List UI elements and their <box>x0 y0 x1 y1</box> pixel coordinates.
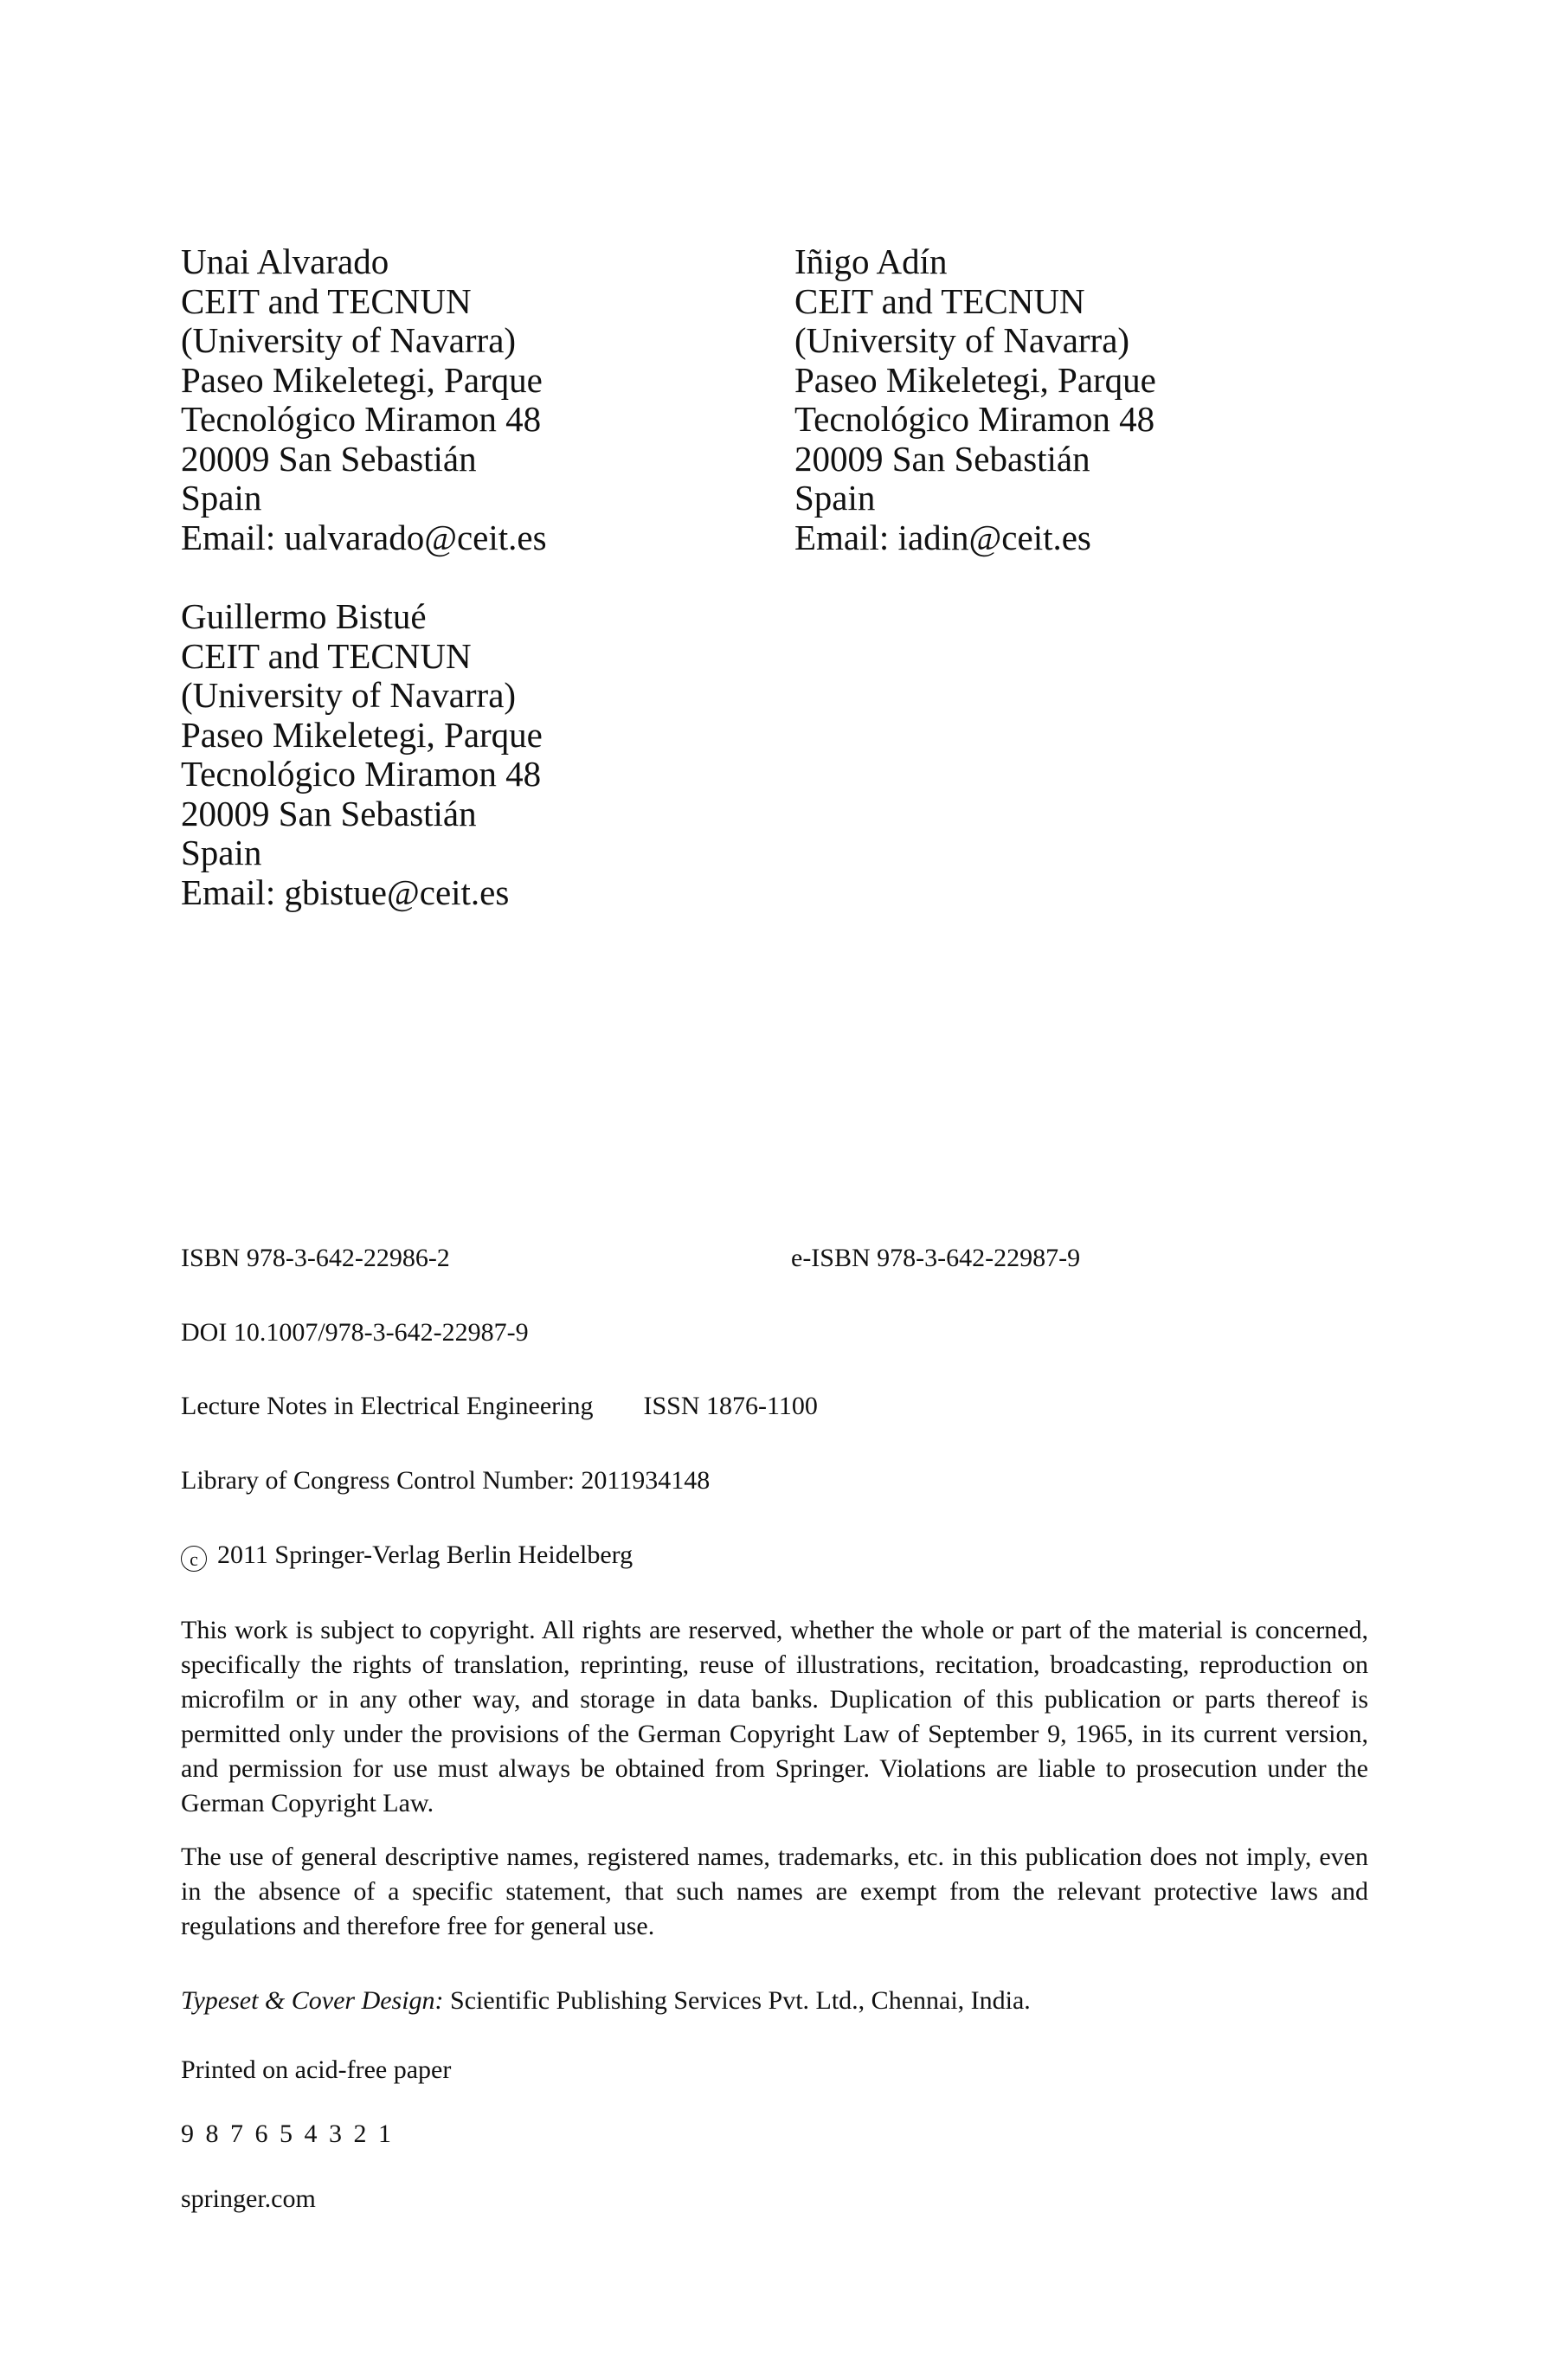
doi: DOI 10.1007/978-3-642-22987-9 <box>181 1318 529 1347</box>
author-city: 20009 San Sebastián <box>181 438 477 479</box>
copyright-line <box>181 1540 633 1572</box>
rights-paragraph: This work is subject to copyright. All rights are reserved, whether the whole or part of the material is concerned, specifically the rights of translation, reprinting, reuse of illustrations, recitation, broadcasting, reproduction on microfilm or in any other way, and storage in data banks. Duplication of this publication or parts thereof is permitted only under the provisions of the German Copyright Law of September 9, 1965, in its current version, and permission for use must always be obtained from Springer. Violations are liable to prosecution under the German Copyright Law. <box>181 1616 1368 1817</box>
trademarks-paragraph: The use of general descriptive names, registered names, trademarks, etc. in this publication does not imply, even in the absence of a specific statement, that such names are exempt from the relevant protective laws and regulations and therefore free for general use. <box>181 1843 1368 1940</box>
author-address-line: Tecnológico Miramon 48 <box>181 754 542 794</box>
author-affiliation-university: (University of Navarra) <box>181 320 517 360</box>
author-block-bistue <box>181 597 543 912</box>
author-name: Iñigo Adín <box>794 241 948 281</box>
print-line: 9 8 7 6 5 4 3 2 1 <box>181 2119 394 2148</box>
isbn: ISBN 978-3-642-22986-2 <box>181 1244 450 1272</box>
series-line <box>181 1391 818 1422</box>
author-address-line: Tecnológico Miramon 48 <box>181 399 542 439</box>
author-affiliation: CEIT and TECNUN <box>181 280 472 321</box>
author-affiliation: CEIT and TECNUN <box>794 280 1085 321</box>
author-address-line: Paseo Mikeletegi, Parque <box>181 359 543 400</box>
typeset-label: Typeset & Cover Design: <box>181 1986 444 2015</box>
e-isbn: e-ISBN 978-3-642-22987-9 <box>791 1244 1081 1272</box>
author-name: Guillermo Bistué <box>181 596 427 636</box>
author-affiliation-university: (University of Navarra) <box>794 320 1130 360</box>
author-email: Email: ualvarado@ceit.es <box>181 517 547 557</box>
author-email: Email: gbistue@ceit.es <box>181 872 510 912</box>
author-affiliation: CEIT and TECNUN <box>181 635 472 676</box>
author-country: Spain <box>181 478 262 518</box>
author-address-line: Paseo Mikeletegi, Parque <box>181 714 543 755</box>
series-name: Lecture Notes in Electrical Engineering <box>181 1392 594 1420</box>
author-country: Spain <box>181 833 262 872</box>
copyright-icon: c <box>181 1546 207 1572</box>
author-city: 20009 San Sebastián <box>794 438 1090 479</box>
author-name: Unai Alvarado <box>181 241 389 281</box>
author-country: Spain <box>794 478 876 518</box>
author-city: 20009 San Sebastián <box>181 793 477 833</box>
author-block-adin <box>794 242 1156 557</box>
website-text: springer.com <box>181 2184 316 2213</box>
copyright-text: 2011 Springer-Verlag Berlin Heidelberg <box>217 1541 634 1569</box>
series-issn: ISSN 1876-1100 <box>643 1392 818 1420</box>
author-affiliation-university: (University of Navarra) <box>181 675 517 715</box>
author-block-alvarado <box>181 242 547 557</box>
acid-free-paper-note: Printed on acid-free paper <box>181 2055 452 2084</box>
typeset-credit <box>181 1985 1031 2017</box>
author-address-line: Tecnológico Miramon 48 <box>794 399 1155 439</box>
author-address-line: Paseo Mikeletegi, Parque <box>794 359 1156 400</box>
typeset-value: Scientific Publishing Services Pvt. Ltd., Chennai, India. <box>443 1986 1031 2015</box>
library-of-congress-number: Library of Congress Control Number: 2011934148 <box>181 1466 711 1495</box>
author-email: Email: iadin@ceit.es <box>794 517 1091 557</box>
